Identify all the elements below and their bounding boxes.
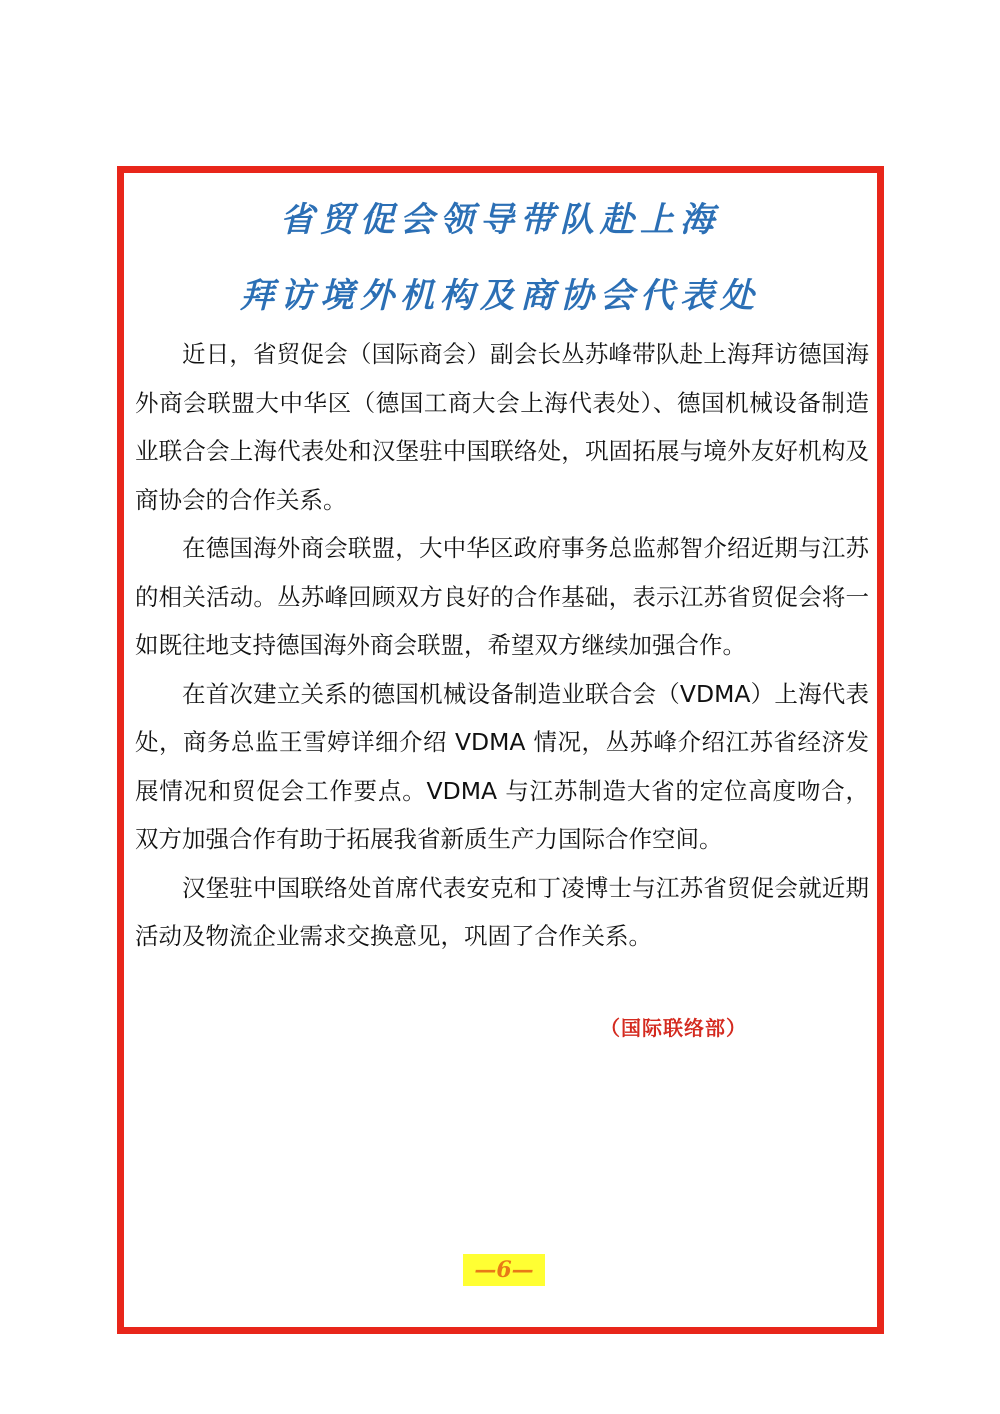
article-title-line-2: 拜访境外机构及商协会代表处 (240, 276, 760, 316)
paragraph-4: 汉堡驻中国联络处首席代表安克和丁凌博士与江苏省贸促会就近期活动及物流企业需求交换意见，巩固了合作关系。 (135, 873, 869, 950)
article-body (135, 330, 869, 961)
page-number: —6— (463, 1254, 545, 1286)
paragraph-1: 近日，省贸促会（国际商会）副会长丛苏峰带队赴上海拜访德国海外商会联盟大中华区（德国工商大会上海代表处）、德国机械设备制造业联合会上海代表处和汉堡驻中国联络处，巩固拓展与境外友好机构及商协会的合作关系。 (135, 340, 869, 514)
department-signature: （国际联络部） (600, 1016, 747, 1040)
paragraph-3: 在首次建立关系的德国机械设备制造业联合会（VDMA）上海代表处，商务总监王雪婷详细介绍 VDMA 情况，丛苏峰介绍江苏省经济发展情况和贸促会工作要点。VDMA 与江苏制造大省的定位高度吻合，双方加强合作有助于拓展我省新质生产力国际合作空间。 (135, 679, 869, 853)
article-title-line-1: 省贸促会领导带队赴上海 (280, 200, 720, 240)
paragraph-2: 在德国海外商会联盟，大中华区政府事务总监郝智介绍近期与江苏的相关活动。丛苏峰回顾双方良好的合作基础，表示江苏省贸促会将一如既往地支持德国海外商会联盟，希望双方继续加强合作。 (135, 534, 869, 659)
